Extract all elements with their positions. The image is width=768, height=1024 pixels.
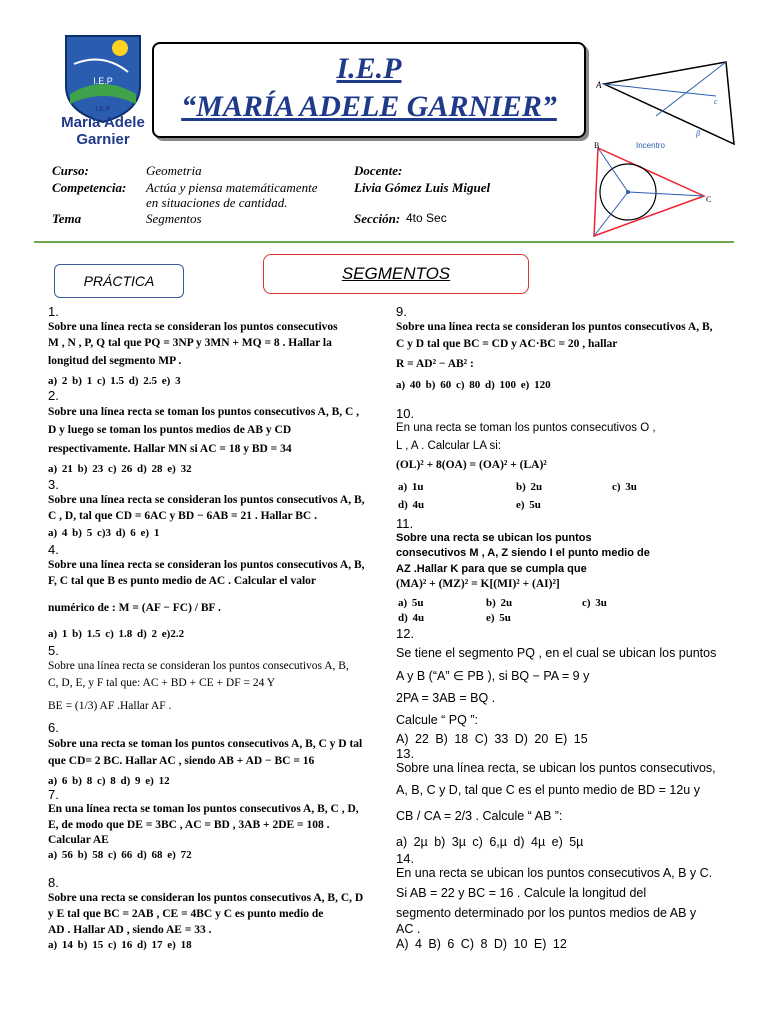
problem-13-text-2: A, B, C y D, tal que C es el punto medio de BD = 12u y [396, 783, 700, 797]
triangle-figure-1 [596, 56, 746, 150]
problem-6-number: 6. [48, 720, 59, 735]
svg-text:c: c [714, 97, 718, 106]
problem-3-options: a) 4 b) 5 c)3 d) 6 e) 1 [48, 527, 160, 539]
problem-7-number: 7. [48, 787, 59, 802]
problem-3-text-1: Sobre una línea recta se consideran los puntos consecutivos A, B, [48, 494, 365, 506]
problem-11-text-2: consecutivos M , A, Z siendo I el punto medio de [396, 547, 650, 559]
logo-text-2: María Adele [61, 114, 145, 131]
problem-14-text-1: En una recta se ubican los puntos consecutivos A, B y C. [396, 866, 713, 880]
problem-14-text-2: Si AB = 22 y BC = 16 . Calcule la longitud del [396, 886, 647, 900]
seccion-label: Sección: [354, 211, 401, 226]
logo-text-1: I.E.P [95, 106, 111, 113]
problem-11-option-c: c) 3u [582, 597, 607, 609]
problem-1-number: 1. [48, 304, 59, 319]
problem-3-text-2: C , D, tal que CD = 6AC y BD − 6AB = 21 . Hallar BC . [48, 510, 317, 522]
problem-11-text-1: Sobre una recta se ubican los puntos [396, 532, 592, 544]
tema-value: Segmentos [146, 211, 202, 226]
problem-4-text-1: Sobre una línea recta se consideran los puntos consecutivos A, B, [48, 559, 365, 571]
problem-13-options: a) 2µ b) 3µ c) 6,µ d) 4µ e) 5µ [396, 835, 584, 849]
problem-1-text-1: Sobre una línea recta se consideran los puntos consecutivos [48, 321, 338, 333]
title-line-2: “MARÍA ADELE GARNIER” [181, 90, 557, 123]
problem-1-text-2: M , N , P, Q tal que PQ = 3NP y 3MN + MQ = 8 . Hallar la [48, 337, 332, 349]
problem-2-text-3: respectivamente. Hallar MN si AC = 18 y BD = 34 [48, 443, 292, 455]
svg-text:B: B [594, 141, 600, 150]
problem-5-text-3: BE = (1/3) AF .Hallar AF . [48, 700, 172, 712]
svg-text:β: β [696, 129, 700, 138]
problem-11-option-d: d) 4u [398, 612, 425, 624]
incentro-label: Incentro [636, 141, 665, 150]
problem-7-text-2: E, de modo que DE = 3BC , AC = BD , 3AB + 2DE = 108 . [48, 819, 330, 831]
problem-10-option-b: b) 2u [516, 481, 543, 493]
problem-14-number: 14. [396, 851, 415, 866]
logo-text-3: Garnier [76, 131, 130, 148]
problem-4-number: 4. [48, 542, 59, 557]
problem-6-options: a) 6 b) 8 c) 8 d) 9 e) 12 [48, 775, 170, 787]
problem-8-options: a) 14 b) 15 c) 16 d) 17 e) 18 [48, 939, 192, 951]
segmentos-title: SEGMENTOS [263, 254, 529, 294]
problem-12-text-2: A y B (“A” ∈ PB ), si BQ − PA = 9 y [396, 669, 590, 683]
problem-10-option-c: c) 3u [612, 481, 637, 493]
problem-14-text-4: AC . [396, 922, 421, 936]
problem-7-text-3: Calcular AE [48, 834, 109, 846]
problem-13-text-3: CB / CA = 2/3 . Calcule “ AB ”: [396, 809, 563, 823]
svg-text:I.E.P: I.E.P [93, 76, 113, 86]
problem-9-number: 9. [396, 304, 407, 319]
problem-10-number: 10. [396, 406, 415, 421]
problem-4-text-2: F, C tal que B es punto medio de AC . Calcular el valor [48, 575, 317, 587]
problem-14-text-3: segmento determinado por los puntos medios de AB y [396, 906, 697, 920]
problem-9-text-1: Sobre una línea recta se consideran los puntos consecutivos A, B, [396, 321, 713, 333]
triangle-icon [596, 56, 746, 150]
docente-value: Livia Gómez Luis Miguel [354, 180, 491, 195]
problem-9-text-3: R = AD² − AB² : [396, 358, 474, 370]
practica-label: PRÁCTICA [54, 264, 184, 298]
problem-2-text-2: D y luego se toman los puntos medios de AB y CD [48, 424, 292, 436]
problem-10-text-3: (OL)² + 8(OA) = (OA)² + (LA)² [396, 459, 547, 471]
problem-8-number: 8. [48, 875, 59, 890]
problem-5-text-1: Sobre una línea recta se consideran los puntos consecutivos A, B, [48, 660, 349, 672]
problem-12-options: A) 22 B) 18 C) 33 D) 20 E) 15 [396, 732, 588, 746]
problem-2-text-1: Sobre una línea recta se toman los puntos consecutivos A, B, C , [48, 406, 360, 418]
problem-12-text-3: 2PA = 3AB = BQ . [396, 691, 496, 705]
svg-text:A: A [596, 80, 602, 90]
problem-12-text-1: Se tiene el segmento PQ , en el cual se ubican los puntos [396, 646, 717, 660]
problem-12-text-4: Calcule “ PQ ”: [396, 713, 478, 727]
problem-7-text-1: En una línea recta se toman los puntos consecutivos A, B, C , D, [48, 803, 359, 815]
problem-9-options: a) 40 b) 60 c) 80 d) 100 e) 120 [396, 379, 551, 391]
problem-8-text-2: y E tal que BC = 2AB , CE = 4BC y C es punto medio de [48, 908, 324, 920]
problem-14-options: A) 4 B) 6 C) 8 D) 10 E) 12 [396, 937, 567, 951]
title-box [152, 42, 586, 138]
problem-10-text-2: L , A . Calcular LA si: [396, 440, 502, 452]
tema-label: Tema [52, 211, 82, 226]
problem-2-number: 2. [48, 388, 59, 403]
problem-1-text-3: longitud del segmento MP . [48, 355, 182, 367]
triangle-figure-2 [586, 140, 716, 244]
problem-9-text-2: C y D tal que BC = CD y AC·BC = 20 , hallar [396, 338, 618, 350]
title-line-1: I.E.P [336, 52, 402, 85]
problem-4-options: a) 1 b) 1.5 c) 1.8 d) 2 e)2.2 [48, 628, 185, 640]
problem-11-text-4: (MA)² + (MZ)² = K[(MI)² + (AI)²] [396, 578, 560, 590]
seccion-value: 4to Sec [406, 211, 447, 225]
curso-label: Curso: [52, 163, 89, 178]
problem-10-option-d: d) 4u [398, 499, 425, 511]
problem-11-option-a: a) 5u [398, 597, 424, 609]
incircle-triangle-icon [586, 140, 716, 244]
problem-10-option-e: e) 5u [516, 499, 541, 511]
problem-12-number: 12. [396, 626, 415, 641]
problem-11-option-b: b) 2u [486, 597, 513, 609]
problem-5-number: 5. [48, 643, 59, 658]
problem-11-option-e: e) 5u [486, 612, 511, 624]
problem-3-number: 3. [48, 477, 59, 492]
problem-10-option-a: a) 1u [398, 481, 424, 493]
problem-10-text-1: En una recta se toman los puntos consecutivos O , [396, 422, 656, 434]
competencia-value-1: Actúa y piensa matemáticamente [146, 180, 318, 195]
problem-13-text-1: Sobre una línea recta, se ubican los puntos consecutivos, [396, 761, 716, 775]
problem-8-text-1: Sobre una recta se consideran los puntos consecutivos A, B, C, D [48, 892, 364, 904]
problem-5-text-2: C, D, E, y F tal que: AC + BD + CE + DF = 24 Y [48, 677, 276, 689]
problem-6-text-2: que CD= 2 BC. Hallar AC , siendo AB + AD − BC = 16 [48, 755, 315, 767]
competencia-value-2: en situaciones de cantidad. [146, 195, 288, 210]
curso-value: Geometria [146, 163, 202, 178]
competencia-label: Competencia: [52, 180, 127, 195]
problem-6-text-1: Sobre una recta se toman los puntos consecutivos A, B, C y D tal [48, 738, 363, 750]
school-logo [58, 34, 148, 152]
problem-1-options: a) 2 b) 1 c) 1.5 d) 2.5 e) 3 [48, 375, 181, 387]
problem-2-options: a) 21 b) 23 c) 26 d) 28 e) 32 [48, 463, 192, 475]
problem-11-number: 11. [396, 516, 414, 531]
problem-7-options: a) 56 b) 58 c) 66 d) 68 e) 72 [48, 849, 192, 861]
problem-11-text-3: AZ .Hallar K para que se cumpla que [396, 563, 587, 575]
svg-text:C: C [706, 195, 712, 204]
problem-13-number: 13. [396, 746, 415, 761]
docente-label: Docente: [354, 163, 403, 178]
problem-4-text-3: numérico de : M = (AF − FC) / BF . [48, 602, 221, 614]
header-divider [34, 241, 734, 243]
problem-8-text-3: AD . Hallar AD , siendo AE = 33 . [48, 924, 212, 936]
